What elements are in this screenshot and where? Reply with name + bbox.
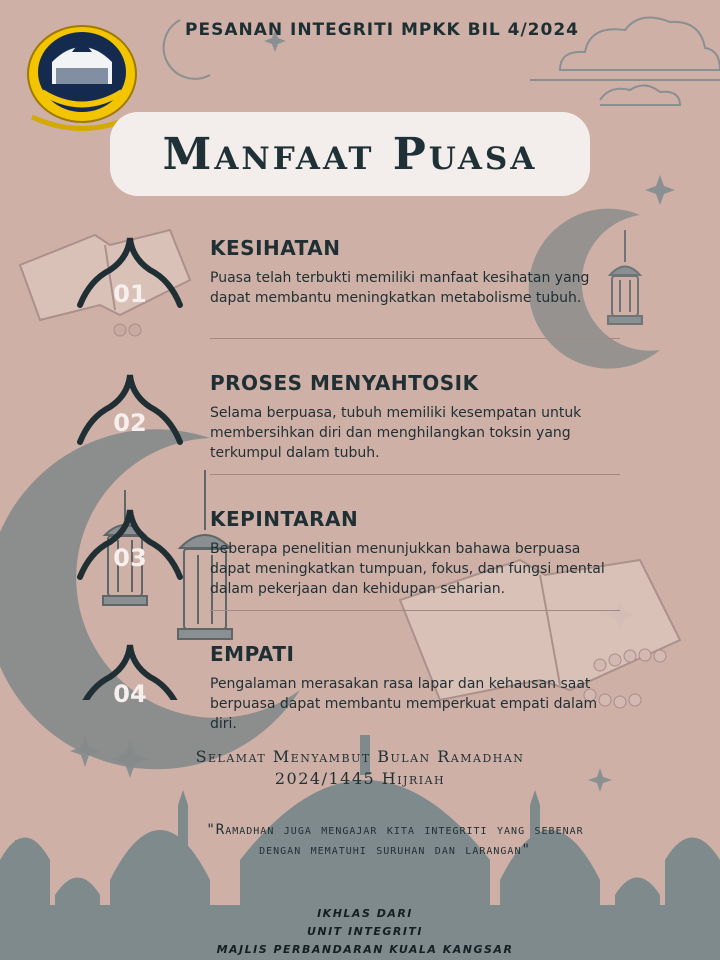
item-number: 04 bbox=[113, 680, 147, 708]
item-description: Puasa telah terbukti memiliki manfaat kesihatan yang dapat membantu meningkatkan metabolisme tubuh. bbox=[210, 270, 590, 306]
divider bbox=[210, 474, 620, 475]
item-title: KEPINTARAN bbox=[210, 507, 359, 531]
item-number: 01 bbox=[113, 280, 147, 308]
page-title: Manfaat Puasa bbox=[162, 128, 538, 180]
quote-text: "Ramadhan juga mengajar kita integriti yang sebenar dengan mematuhi suruhan dan larangan" bbox=[206, 822, 584, 858]
footer-line3: MAJLIS PERBANDARAN KUALA KANGSAR bbox=[216, 943, 514, 956]
item-description: Pengalaman merasakan rasa lapar dan kehausan saat berpuasa dapat membantu memperkuat empati dalam diri. bbox=[210, 676, 598, 732]
greeting-line1: Selamat Menyambut Bulan Ramadhan bbox=[195, 747, 525, 766]
divider bbox=[210, 610, 620, 611]
divider bbox=[210, 338, 620, 339]
item-title: PROSES MENYAHTOSIK bbox=[210, 371, 479, 395]
header-title: PESANAN INTEGRITI MPKK BIL 4/2024 bbox=[185, 20, 580, 40]
greeting-line2: 2024/1445 Hijriah bbox=[274, 769, 446, 788]
item-number: 02 bbox=[113, 409, 147, 437]
item-number: 03 bbox=[113, 544, 147, 572]
footer-line1: IKHLAS DARI bbox=[317, 907, 413, 920]
item-title: KESIHATAN bbox=[210, 236, 341, 260]
item-title: EMPATI bbox=[210, 642, 295, 666]
title-banner bbox=[110, 112, 590, 196]
item-description: Selama berpuasa, tubuh memiliki kesempatan untuk membersihkan diri dan menghilangkan toksin yang terkumpul dalam tubuh. bbox=[210, 405, 582, 461]
item-description: Beberapa penelitian menunjukkan bahawa berpuasa dapat meningkatkan tumpuan, fokus, dan fungsi mental dalam pekerjaan dan kehidupan seharian. bbox=[210, 541, 605, 597]
footer-line2: UNIT INTEGRITI bbox=[306, 925, 424, 938]
